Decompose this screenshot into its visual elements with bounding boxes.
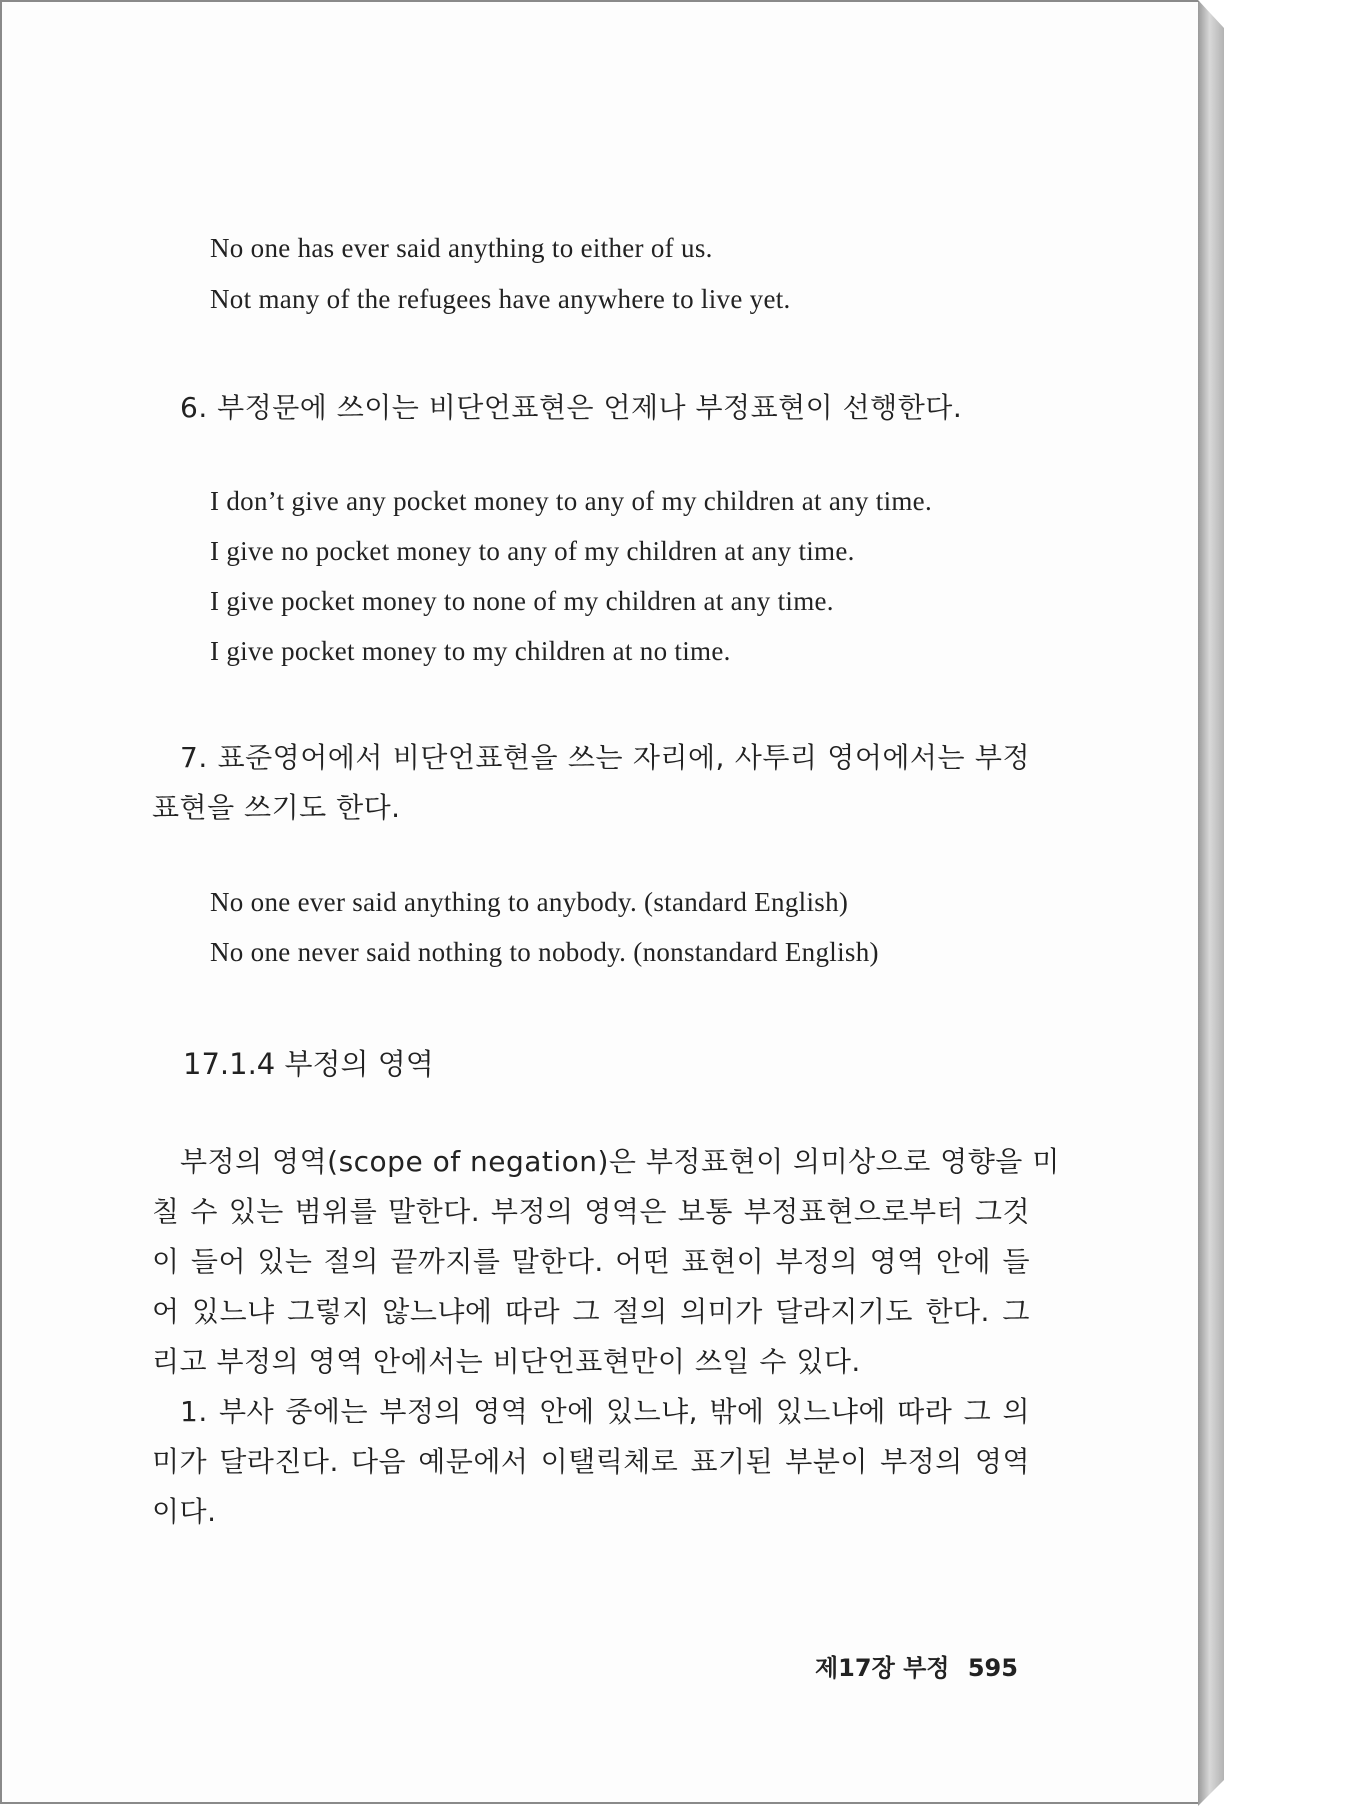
rule-6-title: 6. 부정문에 쓰이는 비단언표현은 언제나 부정표현이 선행한다.	[180, 391, 963, 424]
page-edge-corner-bottom	[1198, 1780, 1224, 1806]
point-1-line: 1. 부사 중에는 부정의 영역 안에 있느냐, 밖에 있느냐에 따라 그 의	[180, 1395, 1030, 1428]
section-heading: 17.1.4 부정의 영역	[183, 1047, 434, 1081]
page-number: 595	[967, 1654, 1018, 1682]
example-line: No one never said nothing to nobody. (nonstandard English)	[210, 937, 879, 967]
paragraph-line: 부정의 영역(scope of negation)은 부정표현이 의미상으로 영향을 미	[180, 1145, 1060, 1178]
footer-chapter: 제17장 부정	[815, 1654, 950, 1682]
example-line: I don’t give any pocket money to any of my children at any time.	[210, 486, 933, 516]
paragraph-line: 어 있느냐 그렇지 않느냐에 따라 그 절의 의미가 달라지기도 한다. 그	[152, 1295, 1030, 1328]
example-line: I give no pocket money to any of my children at any time.	[210, 536, 855, 566]
rule-7-line: 7. 표준영어에서 비단언표현을 쓰는 자리에, 사투리 영어에서는 부정	[180, 741, 1030, 774]
example-line: I give pocket money to my children at no time.	[210, 636, 731, 666]
example-line: No one ever said anything to anybody. (standard English)	[210, 887, 849, 917]
paragraph-line: 이 들어 있는 절의 끝까지를 말한다. 어떤 표현이 부정의 영역 안에 들	[152, 1245, 1030, 1278]
example-line: No one has ever said anything to either of us.	[210, 233, 713, 263]
point-1-line: 이다.	[152, 1495, 217, 1528]
running-footer	[815, 1648, 1018, 1683]
rule-7-line: 표현을 쓰기도 한다.	[152, 791, 401, 824]
page-edge-corner-top	[1198, 0, 1224, 28]
paragraph-line: 칠 수 있는 범위를 말한다. 부정의 영역은 보통 부정표현으로부터 그것	[152, 1195, 1030, 1228]
page-edge-shadow	[1198, 2, 1224, 1806]
example-line: I give pocket money to none of my children at any time.	[210, 586, 834, 616]
example-line: Not many of the refugees have anywhere to live yet.	[210, 284, 791, 314]
paragraph-line: 리고 부정의 영역 안에서는 비단언표현만이 쓰일 수 있다.	[152, 1345, 861, 1378]
point-1-line: 미가 달라진다. 다음 예문에서 이탤릭체로 표기된 부분이 부정의 영역	[152, 1445, 1030, 1478]
